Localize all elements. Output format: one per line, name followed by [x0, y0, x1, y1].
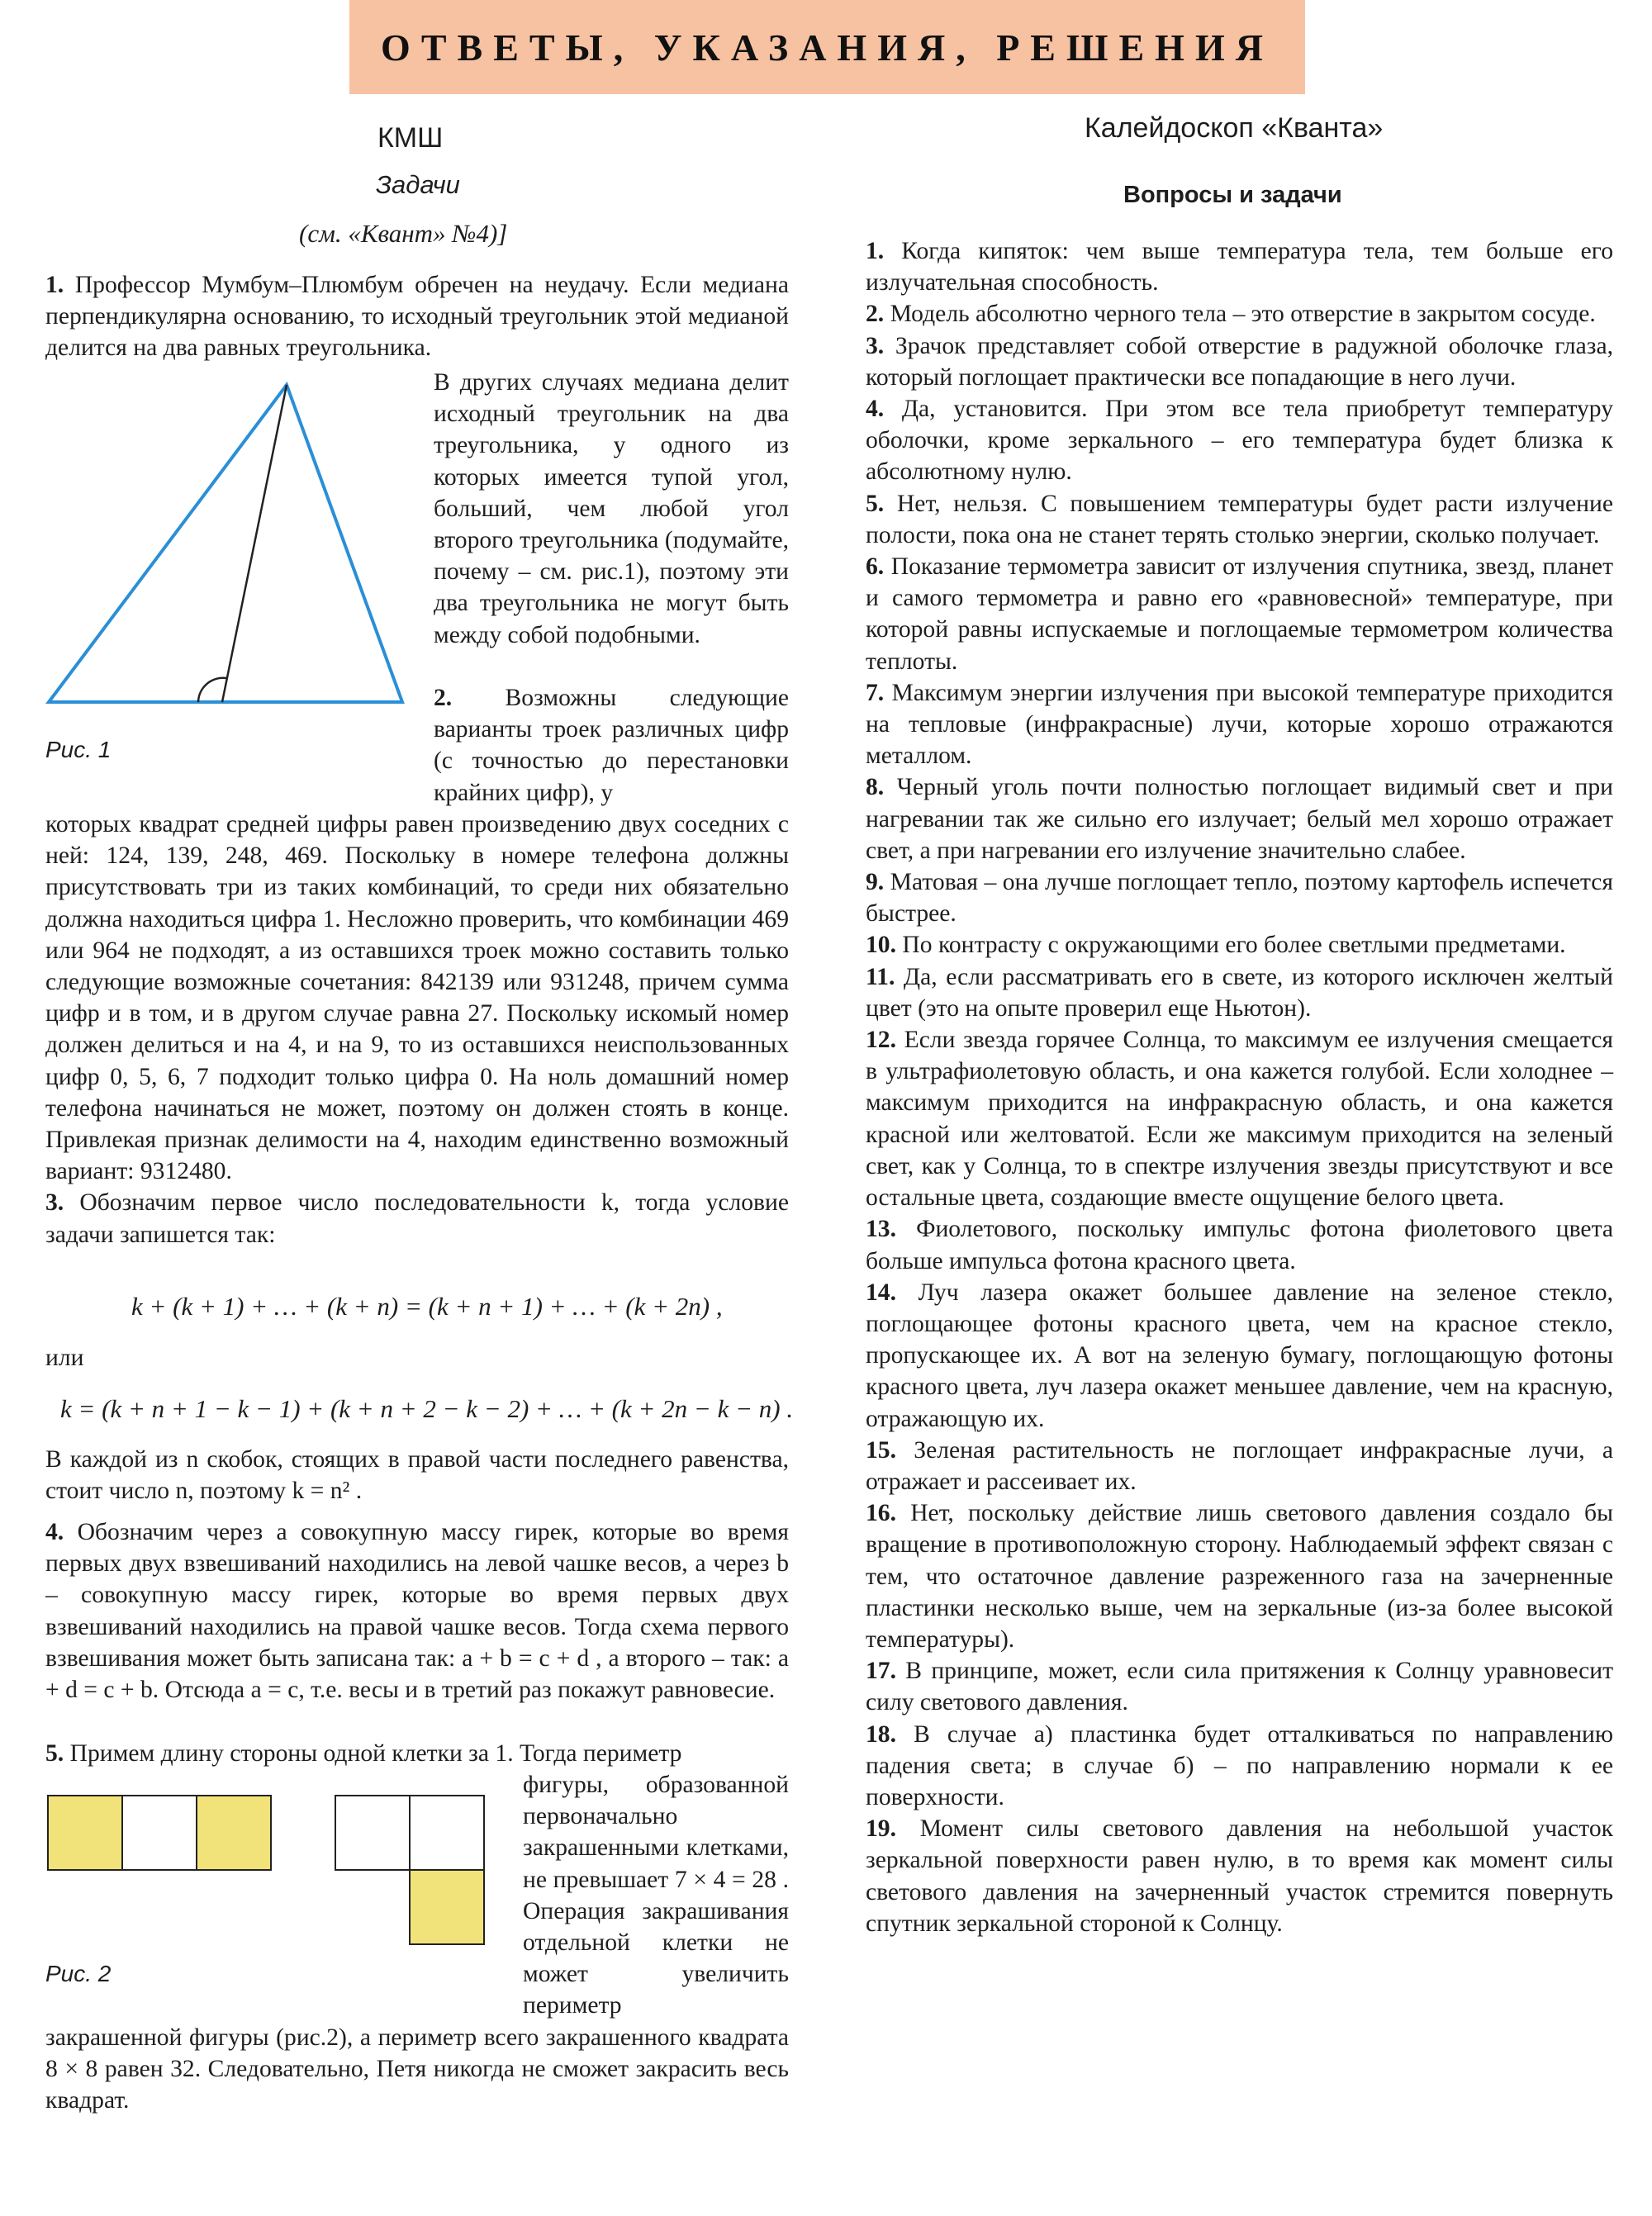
- triangle-outline: [49, 385, 402, 702]
- problem-5-wrap: фигуры, образованной первоначально закрашенными клетками, не превышает 7 × 4 = 28 . Операция закрашивания отдельной клетки не может увеличить периметр: [523, 1772, 789, 2019]
- problem-number: 5.: [45, 1740, 64, 1767]
- problem-1-intro: 1. Профессор Мумбум–Плюмбум обречен на неудачу. Если медиана перпендикулярна основанию, то исходный треугольник этой медианой делится на два равных треугольника.: [45, 272, 789, 362]
- figure-2-caption: Рис. 2: [45, 1961, 112, 1986]
- problem-5-intro: 5. Примем длину стороны одной клетки за 1. Тогда периметр: [45, 1740, 682, 1767]
- problem-number: 4.: [45, 1519, 64, 1545]
- problem-number: 1.: [45, 272, 64, 298]
- median-line: [222, 385, 287, 702]
- problem-number: 3.: [45, 1189, 64, 1217]
- cell-empty: [335, 1795, 411, 1871]
- problem-5-end: закрашенной фигуры (рис.2), а периметр всего закрашенного квадрата 8 × 8 равен 32. Следовательно, Петя никогда не сможет закрасить весь квадрат.: [45, 2024, 789, 2114]
- figure-1-caption: Рис. 1: [45, 737, 112, 762]
- subsection-title: Задачи: [376, 170, 460, 199]
- cell-empty: [121, 1795, 197, 1871]
- answer-item: 19. Момент силы светового давления на небольшой участок зеркальной поверхности равен нулю, в то время как момент силы светового давления на зачерненный участок стремится повернуть спутник зеркальной стороной к Солнцу.: [866, 1815, 1613, 1937]
- answer-item: 1. Когда кипяток: чем выше температура тела, тем больше его излучательная способность.: [866, 238, 1613, 297]
- problem-number: 2.: [434, 685, 453, 711]
- figure-1-triangle: [45, 378, 458, 709]
- section-title-kmsh: КМШ: [377, 122, 444, 154]
- answer-item: 8. Черный уголь почти полностью поглощает видимый свет и при нагревании так же сильно его излучает; белый мел хорошо отражает свет, а при нагревании его излучение значительно слабее.: [866, 774, 1613, 864]
- formula-2: k = (k + n + 1 − k − 1) + (k + n + 2 − k − 2) + … + (k + 2n − k − n) .: [60, 1394, 794, 1423]
- answer-item: 18. В случае а) пластинка будет отталкиваться по направлению падения света; в случае б) – по направлению нормали к ее поверхности.: [866, 1720, 1613, 1810]
- answer-item: 4. Да, установится. При этом все тела приобретут температуру оболочки, кроме зеркального – его температура будет близка к абсолютному нулю.: [866, 396, 1613, 486]
- cell-filled: [47, 1795, 123, 1871]
- answer-item: 9. Матовая – она лучше поглощает тепло, поэтому картофель испечется быстрее.: [866, 869, 1613, 928]
- problem-4: 4. Обозначим через a совокупную массу гирек, которые во время первых двух взвешиваний находились на левой чашке весов, а через b – совокупную массу гирек, которые во время первых двух взвешиваний находились на правой чашке весов. Тогда схема первого взвешивания может быть записана так: a + b = c + d , а второго – так: a + d = c + b. Отсюда a = c, т.е. весы и в третий раз покажут равновесие.: [45, 1519, 789, 1704]
- cell-filled: [196, 1795, 272, 1871]
- section-banner: [349, 0, 1305, 94]
- answer-item: 2. Модель абсолютно черного тела – это отверстие в закрытом сосуде.: [866, 301, 1596, 328]
- subsection-title: Вопросы и задачи: [1123, 182, 1342, 208]
- problem-2-body: которых квадрат средней цифры равен произведению двух соседних с ней: 124, 139, 248, 469. Поскольку в номере телефона должны присутствовать три из таких комбинаций, то среди них обязательно должна находиться цифра 1. Несложно проверить, что комбинации 469 или 964 не подходят, а из оставшихся троек можно составить только следующие возможные сочетания: 842139 или 931248, причем сумма цифр и в том, и в другом случае равна 27. Поскольку искомый номер должен делиться и на 4, и на 9, то из оставшихся неиспользованных цифр 0, 5, 6, 7 подходит только цифра 0. На ноль домашний номер телефона начинаться не может, поэтому он должен стоять в конце. Привлекая признак делимости на 4, находим единственно возможный вариант: 9312480. 3. Обозначим первое число последовательности k, тогда условие задачи запишется так:: [45, 811, 789, 1248]
- answer-item: 17. В принципе, может, если сила притяжения к Солнцу уравновесит силу светового давления.: [866, 1658, 1613, 1716]
- cell-empty: [409, 1795, 485, 1871]
- source-reference: (см. «Квант» №4)]: [299, 219, 508, 248]
- problem-1-wrap: В других случаях медиана делит исходный треугольник на два треугольника, у одного из которых имеется тупой угол, больший, чем любой угол второго треугольника (подумайте, почему – см. рис.1), поэтому эти два треугольника не могут быть между собой подобными.: [434, 369, 789, 648]
- answer-item: 14. Луч лазера окажет большее давление на зеленое стекло, поглощающее фотоны красного цвета, чем на красное стекло, пропускающее их. А вот на зеленую бумагу, поглощающую фотоны красного цвета, луч лазера окажет меньшее давление, чем на красную, отражающую их.: [866, 1279, 1613, 1432]
- banner-title: ОТВЕТЫ, УКАЗАНИЯ, РЕШЕНИЯ: [381, 26, 1274, 69]
- answers-list: [866, 235, 1613, 1939]
- formula-1: k + (k + 1) + … + (k + n) = (k + n + 1) + … + (k + 2n) ,: [131, 1292, 723, 1321]
- answer-item: 12. Если звезда горячее Солнца, то максимум ее излучения смещается в ультрафиолетовую область, и она кажется голубой. Если холоднее – максимум приходится на инфракрасную область, и она кажется красной или желтоватой. Если же максимум приходится на зеленый свет, как у Солнца, то в спектре излучения звезды присутствуют и все остальные цвета, создающие вместе ощущение белого цвета.: [866, 1027, 1613, 1212]
- answer-item: 11. Да, если рассматривать его в свете, из которого исключен желтый цвет (это на опыте проверил еще Ньютон).: [866, 963, 1613, 1022]
- answer-item: 6. Показание термометра зависит от излучения спутника, звезд, планет и самого термометра и равно его «равновесной» температуре, при которой равны испускаемые и поглощаемые термометром количества теплоты.: [866, 553, 1613, 675]
- answer-item: 7. Максимум энергии излучения при высокой температуре приходится на тепловые (инфракрасные) лучи, которые хорошо отражаются металлом.: [866, 679, 1613, 770]
- answer-item: 15. Зеленая растительность не поглощает инфракрасные лучи, а отражает и рассеивает их.: [866, 1436, 1613, 1495]
- answer-item: 16. Нет, поскольку действие лишь светового давления создало бы вращение в противоположную сторону. Наблюдаемый эффект связан с тем, что остаточное давление разреженного газа на зачерненные пластинки несколько выше, чем на зеркальные (из-за более высокой температуры).: [866, 1500, 1613, 1653]
- answer-item: 13. Фиолетового, поскольку импульс фотона фиолетового цвета больше импульса фотона красного цвета.: [866, 1216, 1613, 1274]
- section-title-kaleidoscope: Калейдоскоп «Кванта»: [1085, 112, 1384, 144]
- answer-item: 10. По контрасту с окружающими его более светлыми предметами.: [866, 932, 1566, 959]
- cell-filled: [409, 1869, 485, 1945]
- answer-item: 3. Зрачок представляет собой отверстие в радужной оболочке глаза, который поглощает практически все попадающие в него лучи.: [866, 332, 1613, 391]
- problem-2-wrap: 2. Возможны следующие варианты троек различных цифр (с точностью до перестановки крайних цифр), у: [434, 685, 789, 806]
- word-ili: или: [45, 1345, 84, 1371]
- problem-3-end: В каждой из n скобок, стоящих в правой части последнего равенства, стоит число n, поэтому k = n² .: [45, 1446, 789, 1505]
- answer-item: 5. Нет, нельзя. С повышением температуры будет расти излучение полости, пока она не станет терять столько энергии, сколько получает.: [866, 490, 1613, 548]
